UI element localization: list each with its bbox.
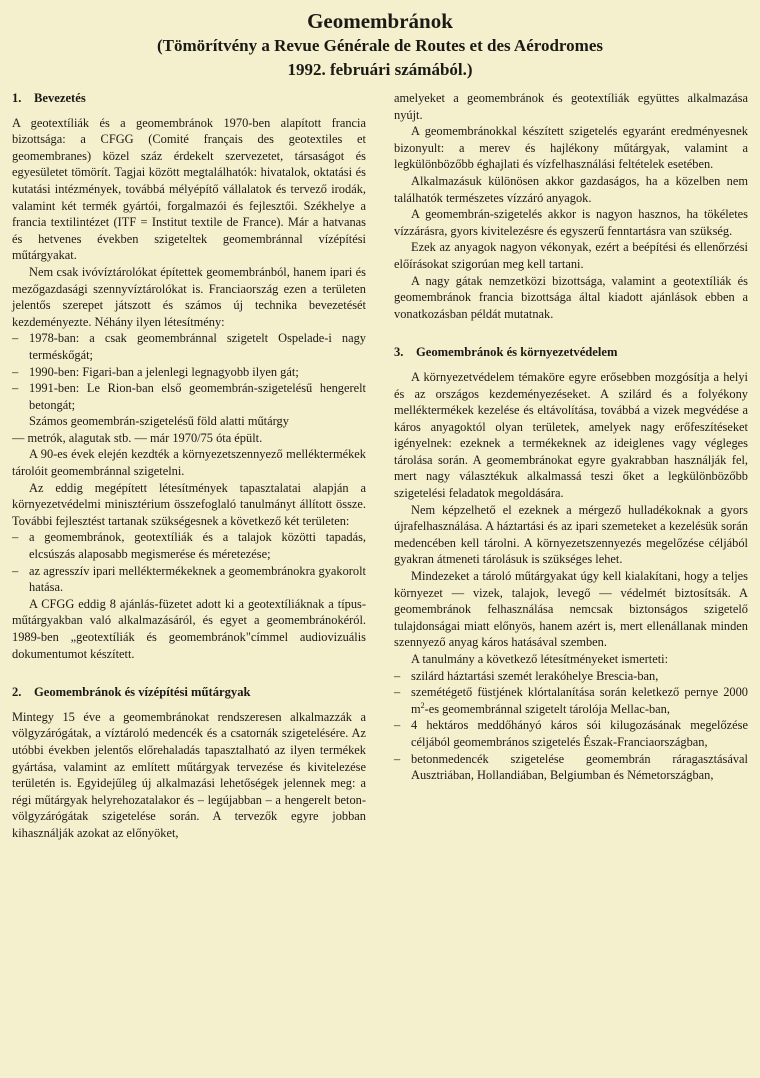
list-item-text: 4 hektáros meddőhányó káros sói kilugozásának megelőzése céljából geomembrános szigetelés Észak-Franciaországban, (411, 718, 748, 749)
section-2-paragraph-6: A nagy gátak nemzetközi bizottsága, valamint a geotextíliák és geomembránok francia bizottsága által kiadott ajánlások ebben a vonatkozásban példát mutatnak. (394, 273, 748, 321)
section-2-title: Geomembránok és vízépítési műtárgyak (34, 685, 251, 700)
document-title: Geomembránok (307, 9, 453, 33)
list-item: – szemétégető füstjének klórtalanítása során keletkező pernye 2000 $m^2-es$ geomembránnal szigetelt tárolója Mellac-ban, (394, 685, 748, 716)
section-1-number: 1. (12, 91, 22, 105)
section-1-heading (12, 90, 366, 107)
list-item: – szilárd háztartási szemét lerakóhelye Brescia-ban, (394, 668, 659, 683)
list-item-text-post: -es geomembránnal szigetelt tárolója Mellac-ban, (424, 701, 670, 716)
section-3-paragraph-2: Nem képzelhető el ezeknek a mérgező hulladékoknak a gyors újrafelhasználása. A háztartási és az ipari szemeteket a kezelésük során medencében kell tárolni. A környezetszennyezés megelőzése céljából gyakran átmeneti tárolásuk is szükséges lehet. (394, 502, 748, 567)
section-1-paragraph-3b: — metrók, alagutak stb. — már 1970/75 óta épült. (12, 430, 263, 445)
section-3-number: 3. (394, 345, 404, 360)
section-1-paragraph-3a: Számos geomembrán-szigetelésű föld alatti műtárgy (29, 414, 289, 429)
section-3-paragraph-3: Mindezeket a tároló műtárgyakat úgy kell kialakítani, hogy a teljes környezet — vizek, talajok, levegő — védelmét biztosítsák. A geomembránok felhasználása nemcsak biztonságos szigetelő tulajdonságai miatt előnyös, hanem azért is, mert ellenállanak minden szennyező anyag káros hatásával szemben. (394, 569, 748, 650)
superscript-2: 2 (420, 700, 425, 710)
section-2-number: 2. (12, 685, 22, 700)
section-3-paragraph-1: A környezetvédelem témaköre egyre erősebben mozgósítja a helyi és az országos kezdeményezéseket. A szilárd és a folyékony melléktermékek kezelése és eltávolítása, továbbá a vizek megvédése a káros anyagoktól olyan területek, amelyek nagy erőfeszítéseket igényelnek: ezeknek a termékeknek az ideiglenes vagy végleges tárolása során. A geomembránokat egyre gyakrabban használják fel, mert nagy választékuk alkalmassá teszi őket a legkülönbözőbb szigetelési feladatok megoldására. (394, 369, 748, 501)
section-3-paragraph-4: A tanulmány a következő létesítményeket ismerteti: (411, 652, 669, 666)
list-item-text: 1990-ben: Figari-ban a jelenlegi legnagyobb ilyen gát; (29, 364, 299, 379)
list-item-text: betonmedencék szigetelése geomembrán ráragasztásával Ausztriában, Hollandiában, Belgiumban és Németországban, (411, 751, 748, 783)
list-item-text: 1978-ban: a csak geomembránnal szigetelt Ospelade-i nagy terméskőgát; (29, 331, 366, 362)
section-3-heading (394, 344, 748, 361)
list-item: – 4 hektáros meddőhányó káros sói kilugozásának megelőzése céljából geomembrános szigetelés Észak-Franciaországban, (394, 718, 748, 749)
list-item-text: az agresszív ipari melléktermékeknek a geomembránokra gyakorolt hatása. (29, 563, 366, 595)
list-item-text-pre: szemétégető füstjének klórtalanítása során keletkező pernye 2000 m (411, 685, 748, 716)
section-2-heading (12, 684, 366, 701)
list-item: – betonmedencék szigetelése geomembrán ráragasztásával Ausztriában, Hollandiában, Belgiumban és Németországban, (394, 751, 748, 783)
list-item: – 1990-ben: Figari-ban a jelenlegi legnagyobb ilyen gát; (12, 364, 299, 379)
section-1-paragraph-6: A CFGG eddig 8 ajánlás-füzetet adott ki a geotextíliáknak a típus-műtárgyakban való alkalmazásáról, és egyet a geomembránokéról. 1989-ben „geotextíliák és geomembránok"címmel audiovizuális dokumentumot készített. (12, 596, 366, 661)
right-column (394, 90, 748, 842)
list-item-text: szilárd háztartási szemét lerakóhelye Brescia-ban, (411, 668, 659, 683)
left-column (12, 90, 366, 842)
list-item-text: 1991-ben: Le Rion-ban első geomembrán-szigetelésű hengerelt betongát; (29, 381, 366, 412)
section-1-paragraph-1: A geotextíliák és a geomembránok 1970-ben alapított francia bizottsága: a CFGG (Comité français des geotextiles et geomembranes) közel száz érdekelt szervezetet, társaságot és egyesületet tömörít. Tagjai között megtalálhatók: hivatalok, oktatási és kutatási intézmények, továbbá mélyépítő vállalatok és tervező irodák, valamint két termék gyártói, forgalmazói és fejlesztői. Székhelye a francia textilintézet (ITF = Institut textile de France). Már a hatvanas és hetvenes években szigeteltek geomembránnal vízépítési műtárgyakat. (12, 115, 366, 263)
list-item: – a geomembránok, geotextíliák és a talajok közötti tapadás, elcsúszás alaposabb megismerése és méretezése; (12, 530, 366, 562)
document-subtitle-line2: 1992. februári számából.) (287, 60, 473, 79)
section-2-paragraph-2: A geomembránokkal készített szigetelés egyaránt eredményesnek bizonyult: a merev és hajlékony műtárgyak, valamint a legkülönbözőbb éghajlati és vízfelhasználási feltételek esetében. (394, 124, 748, 172)
list-item: – 1991-ben: Le Rion-ban első geomembrán-szigetelésű hengerelt betongát; (12, 381, 366, 412)
section-2-paragraph-3: Alkalmazásuk különösen akkor gazdaságos, ha a közelben nem találhatók természetes vízzáró anyagok. (394, 173, 748, 205)
section-3-title: Geomembránok és környezetvédelem (416, 345, 618, 360)
section-1-paragraph-4: A 90-es évek elején kezdték a környezetszennyező melléktermékek tárolóit geomembránnal szigetelni. (12, 447, 366, 479)
section-1-paragraph-5: Az eddig megépített létesítmények tapasztalatai alapján a környezetvédelmi minisztérium összefoglaló tanulmányt állított össze. További fejlesztést tartanak szükségesnek a következő két területen: (12, 480, 366, 528)
section-2-paragraph-1: Mintegy 15 éve a geomembránokat rendszeresen alkalmazzák a völgyzárógátak, a víztároló medencék és a csatornák szigetelésére. Az utóbbi években jelentős előrehaladás tapasztalható az ilyen termékek gyártása, valamint az említett műtárgyak tervezése és kivitelezése területén is. Egyidejűleg új alkalmazási lehetőségek jelennek meg: a régi műtárgyak helyrehozatalakor és – legújabban – a hengerelt beton-völgyzárógátak szigetelése során. A tervezők egyre jobban kihasználják azokat az előnyöket, (12, 709, 366, 840)
list-item: – az agresszív ipari melléktermékeknek a geomembránokra gyakorolt hatása. (12, 563, 366, 595)
section-1-paragraph-2: Nem csak ivóvíztárolókat építettek geomembránból, hanem ipari és mezőgazdasági szennyvíztárolókat is. Franciaország ezen a területen jelentős szerepet játszott és számos új technika bevezetését kezdeményezte. Néhány ilyen létesítmény: (12, 264, 366, 329)
section-2-paragraph-5: Ezek az anyagok nagyon vékonyak, ezért a beépítési és ellenőrzési előírásokat szigorúan meg kell tartani. (394, 240, 748, 271)
list-item-text: a geomembránok, geotextíliák és a talajok közötti tapadás, elcsúszás alaposabb megismerése és méretezése; (29, 530, 366, 562)
section-2-paragraph-1-continued: amelyeket a geomembránok és geotextíliák együttes alkalmazása nyújt. (394, 91, 748, 122)
section-1-title: Bevezetés (34, 91, 86, 105)
text-columns (12, 90, 748, 842)
document-subtitle-line1: (Tömörítvény a Revue Générale de Routes et des Aérodromes (156, 36, 603, 55)
section-2-paragraph-4: A geomembrán-szigetelés akkor is nagyon hasznos, ha tökéletes vízzárásra, gyors kivitelezésre és egyszerű fenntartásra van szükség. (394, 207, 748, 238)
list-item: – 1978-ban: a csak geomembránnal szigetelt Ospelade-i nagy terméskőgát; (12, 331, 366, 362)
